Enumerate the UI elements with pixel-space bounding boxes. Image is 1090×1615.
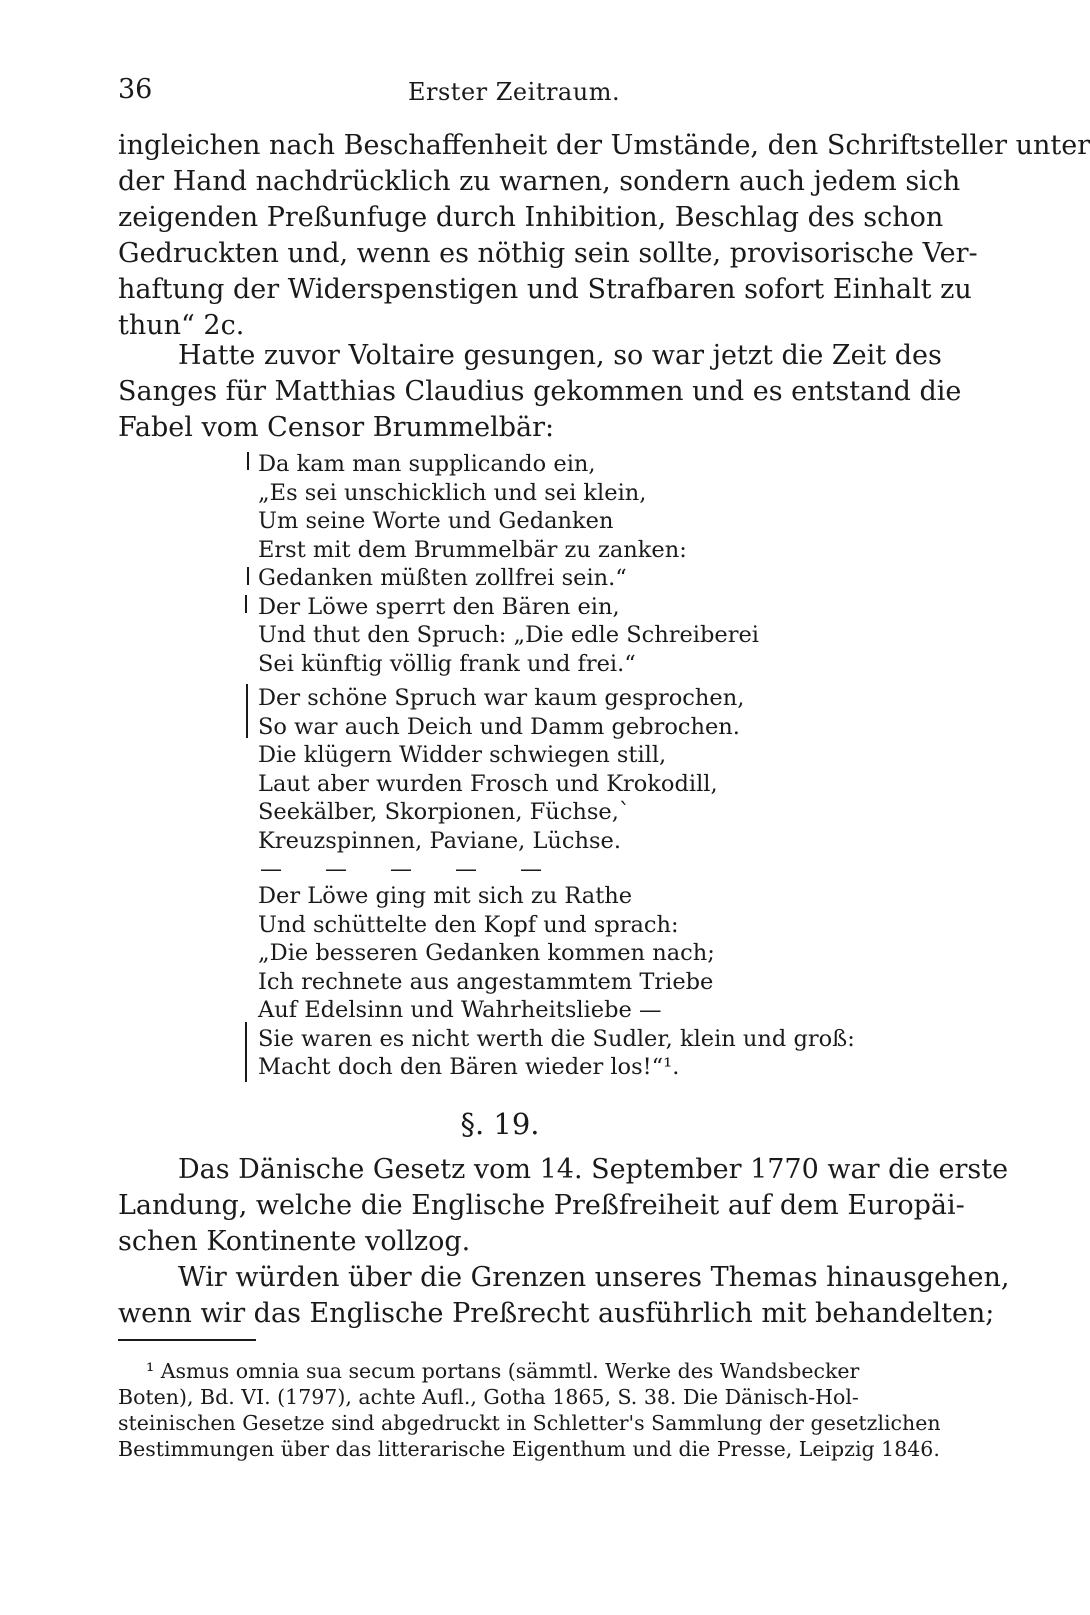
verse-line: Auf Edelsinn und Wahrheitsliebe — [258,997,662,1023]
footnote-line: steinischen Gesetze sind abgedruckt in Schletter's Sammlung der gesetzlichen [118,1411,941,1435]
margin-mark [246,684,248,738]
footnote-line: Bestimmungen über das litterarische Eigenthum und die Presse, Leipzig 1846. [118,1437,940,1461]
running-head: Erster Zeitraum. [408,78,621,106]
paragraph-2 [118,338,962,446]
verse-line: Macht doch den Bären wieder los!“¹. [258,1054,680,1080]
paragraph-4 [118,1260,1010,1332]
verse-line: Erst mit dem Brummelbär zu zanken: [258,536,687,563]
dash-separator: — — — — — [260,857,560,882]
text-line: schen Kontinente vollzog. [118,1226,471,1257]
page-header [118,74,888,110]
verse-line: Ich rechnete aus angestammtem Triebe [258,968,714,995]
verse-line: So war auch Deich und Damm gebrochen. [258,713,740,740]
text-line: Landung, welche die Englische Preßfreiheit auf dem Europäi- [118,1190,965,1221]
text-line: haftung der Widerspenstigen und Strafbaren sofort Einhalt zu [118,274,972,305]
verse-line: Um seine Worte und Gedanken [258,508,614,534]
margin-mark [247,452,249,470]
verse-line: „Die besseren Gedanken kommen nach; [258,940,715,966]
text-line: der Hand nachdrücklich zu warnen, sondern auch jedem sich [118,166,961,197]
verse-line: Die klügern Widder schwiegen still, [258,742,667,768]
verse-line: Und schüttelte den Kopf und sprach: [258,911,679,938]
verse-line: Gedanken müßten zollfrei sein.“ [258,565,627,591]
text-line: Gedruckten und, wenn es nöthig sein sollte, provisorische Ver- [118,238,978,269]
verse-line: „Es sei unschicklich und sei klein, [258,479,647,506]
margin-mark [245,595,247,613]
section-heading: §. 19. [460,1107,540,1141]
margin-mark [245,1022,247,1082]
verse-stanza-3 [258,882,855,1082]
text-line: Wir würden über die Grenzen unseres Themas hinausgehen, [178,1262,1010,1293]
paragraph-1 [118,128,1090,344]
text-line: wenn wir das Englische Preßrecht ausführlich mit behandelten; [118,1298,995,1329]
footnote-rule [118,1339,256,1341]
text-line: thun“ 2c. [118,310,245,341]
text-line: Das Dänische Gesetz vom 14. September 1770 war die erste [178,1154,1009,1185]
verse-stanza-1 [258,450,818,678]
verse-line: Da kam man supplicando ein, [258,451,596,477]
text-line: ingleichen nach Beschaffenheit der Umstände, den Schriftsteller unter [118,130,1090,161]
text-line: Fabel vom Censor Brummelbär: [118,412,555,443]
verse-line: Der schöne Spruch war kaum gesprochen, [258,685,745,711]
footnote [118,1358,941,1462]
margin-mark [247,567,249,585]
verse-line: Der Löwe ging mit sich zu Rathe [258,883,633,909]
text-line: Sanges für Matthias Claudius gekommen und es entstand die [118,376,962,407]
verse-line: Sei künftig völlig frank und frei.“ [258,650,636,677]
text-line: Hatte zuvor Voltaire gesungen, so war jetzt die Zeit des [178,340,942,371]
page-number: 36 [118,74,153,105]
verse-line: Sie waren es nicht werth die Sudler, klein und groß: [258,1025,855,1052]
text-line: zeigenden Preßunfuge durch Inhibition, Beschlag des schon [118,202,944,233]
footnote-line: ¹ Asmus omnia sua secum portans (sämmtl. Werke des Wandsbecker [146,1359,860,1383]
verse-line: Der Löwe sperrt den Bären ein, [258,593,620,620]
verse-line: Kreuzspinnen, Paviane, Lüchse. [258,827,621,854]
verse-line: Seekälber, Skorpionen, Füchse,` [258,799,631,825]
verse-line: Laut aber wurden Frosch und Krokodill, [258,770,718,797]
paragraph-3 [118,1152,1009,1260]
verse-line: Und thut den Spruch: „Die edle Schreiberei [258,622,759,648]
verse-stanza-2 [258,684,818,885]
footnote-line: Boten), Bd. VI. (1797), achte Aufl., Gotha 1865, S. 38. Die Dänisch-Hol- [118,1385,859,1409]
